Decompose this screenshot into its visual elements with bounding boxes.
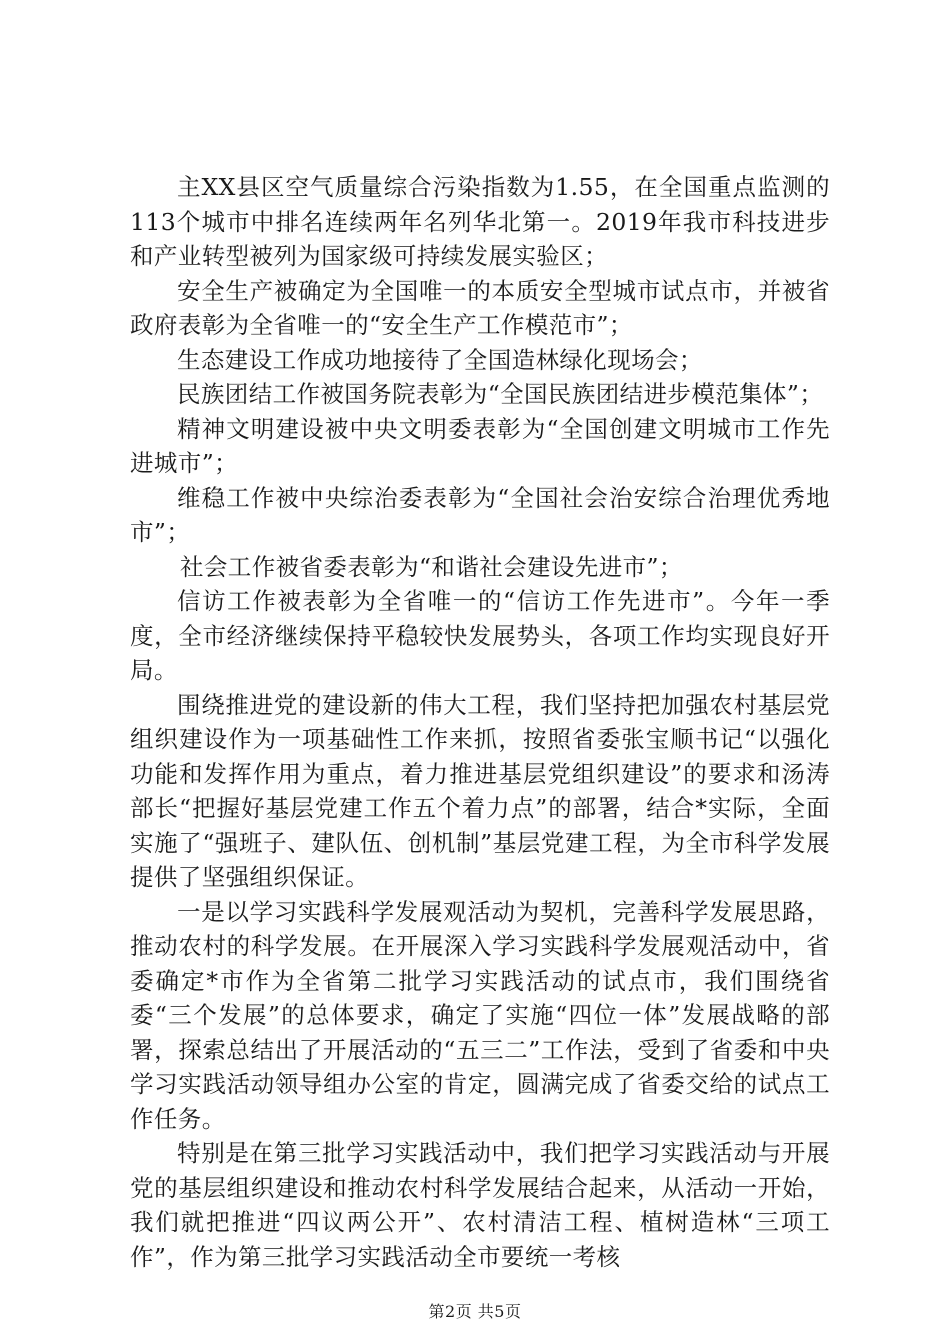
paragraph-11: 特别是在第三批学习实践活动中，我们把学习实践活动与开展党的基层组织建设和推动农村科学发展结合起来，从活动一开始，我们就把推进“四议两公开”、农村清洁工程、植树造林“三项工作”，作为第三批学习实践活动全市要统一考核 [130,1139,830,1271]
document-body [130,170,830,1274]
paragraph-5: 精神文明建设被中央文明委表彰为“全国创建文明城市工作先进城市”； [130,414,830,477]
paragraph-10: 一是以学习实践科学发展观活动为契机，完善科学发展思路，推动农村的科学发展。在开展深入学习实践科学发展观活动中，省委确定*市作为全省第二批学习实践活动的试点市，我们围绕省委“三个发展”的总体要求，确定了实施“四位一体”发展战略的部署，探索总结出了开展活动的“五三二”工作法，受到了省委和中央学习实践活动领导组办公室的肯定，圆满完成了省委交给的试点工作任务。 [130,897,830,1133]
paragraph-6: 维稳工作被中央综治委表彰为“全国社会治安综合治理优秀地市”； [130,483,830,546]
paragraph-7: 社会工作被省委表彰为“和谐社会建设先进市”； [180,552,683,581]
page-footer: 第2页 共5页 [428,1302,522,1321]
paragraph-8: 信访工作被表彰为全省唯一的“信访工作先进市”。今年一季度，全市经济继续保持平稳较快发展势头，各项工作均实现良好开局。 [130,587,830,684]
paragraph-2: 安全生产被确定为全国唯一的本质安全型城市试点市，并被省政府表彰为全省唯一的“安全生产工作模范市”； [130,276,830,339]
paragraph-1: 主XX县区空气质量综合污染指数为1.55，在全国重点监测的113个城市中排名连续两年名列华北第一。2019年我市科技进步和产业转型被列为国家级可持续发展实验区； [130,173,830,270]
paragraph-9: 围绕推进党的建设新的伟大工程，我们坚持把加强农村基层党组织建设作为一项基础性工作来抓，按照省委张宝顺书记“以强化功能和发挥作用为重点，着力推进基层党组织建设”的要求和汤涛部长“把握好基层党建工作五个着力点”的部署，结合*实际，全面实施了“强班子、建队伍、创机制”基层党建工程，为全市科学发展提供了坚强组织保证。 [130,690,830,891]
paragraph-4: 民族团结工作被国务院表彰为“全国民族团结进步模范集体”； [177,380,824,408]
paragraph-3: 生态建设工作成功地接待了全国造林绿化现场会； [177,345,703,374]
